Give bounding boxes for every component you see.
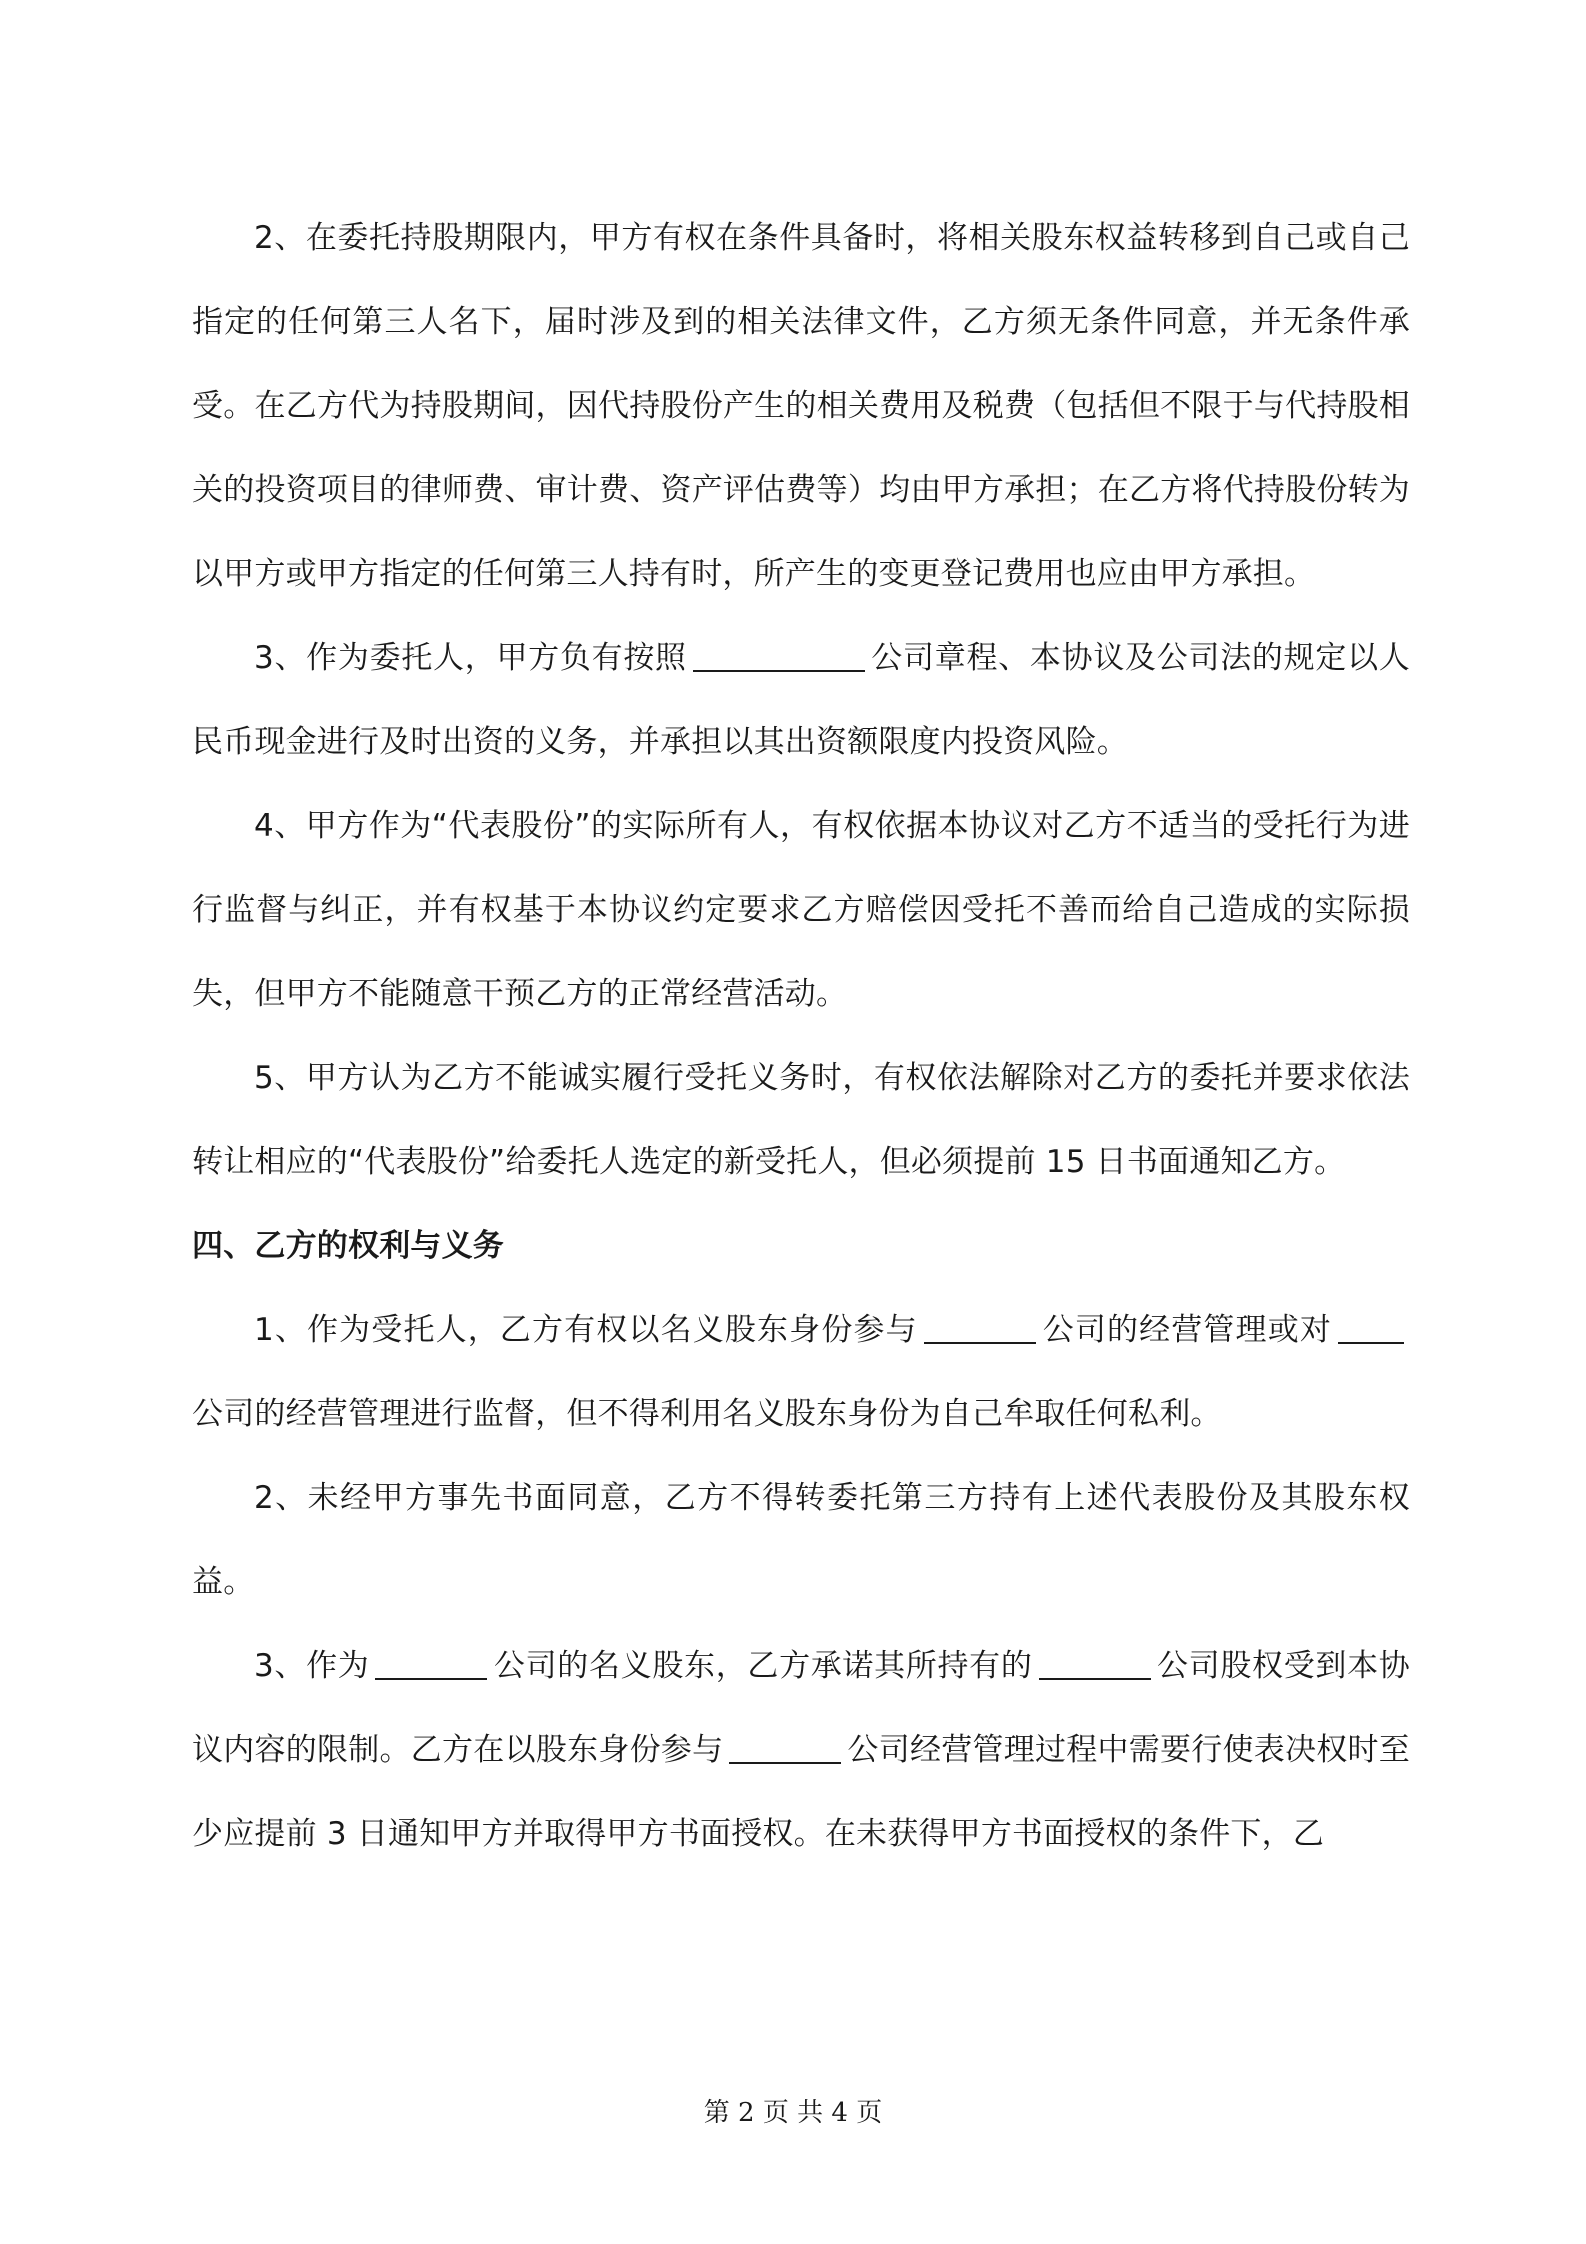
document-body [192,196,1410,1876]
paragraph-clause-3-4 [192,784,1410,1036]
paragraph-clause-4-1 [192,1288,1410,1456]
paragraph-text: 5、甲方认为乙方不能诚实履行受托义务时，有权依法解除对乙方的委托并要求依法转让相应的“代表股份”给委托人选定的新受托人，但必须提前 15 日书面通知乙方。 [192,1060,1410,1180]
blank-line [1039,1648,1151,1680]
paragraph-text: 2、在委托持股期限内，甲方有权在条件具备时，将相关股东权益转移到自己或自己指定的任何第三人名下，届时涉及到的相关法律文件，乙方须无条件同意，并无条件承受。在乙方代为持股期间，因代持股份产生的相关费用及税费（包括但不限于与代持股相关的投资项目的律师费、审计费、资产评估费等）均由甲方承担；在乙方将代持股份转为以甲方或甲方指定的任何第三人持有时，所产生的变更登记费用也应由甲方承担。 [192,220,1410,592]
paragraph-text: 公司的名义股东，乙方承诺其所持有的 [493,1648,1033,1684]
paragraph-text: 公司的经营管理或对 [1041,1312,1332,1348]
paragraph-clause-3-3 [192,616,1410,784]
section-heading-text: 四、乙方的权利与义务 [192,1228,504,1264]
blank-line [375,1648,487,1680]
paragraph-text: 公司的经营管理进行监督，但不得利用名义股东身份为自己牟取任何私利。 [192,1396,1222,1432]
paragraph-text: 3、作为委托人，甲方负有按照 [254,640,687,676]
paragraph-text: 公司股权受到本协议内容的限制。乙方在以股东身份参与 [192,1648,1410,1768]
paragraph-clause-3-2 [192,196,1410,616]
paragraph-text: 公司章程、本协议及公司法的规定以人民币现金进行及时出资的义务，并承担以其出资额限度内投资风险。 [192,640,1410,760]
blank-line [729,1732,841,1764]
paragraph-text: 4、甲方作为“代表股份”的实际所有人，有权依据本协议对乙方不适当的受托行为进行监督与纠正，并有权基于本协议约定要求乙方赔偿因受托不善而给自己造成的实际损失，但甲方不能随意干预乙方的正常经营活动。 [192,808,1410,1012]
blank-line [924,1312,1036,1344]
paragraph-text: 3、作为 [254,1648,370,1684]
page-number-footer: 第 2 页 共 4 页 [703,2098,883,2128]
paragraph-clause-3-5 [192,1036,1410,1204]
paragraph-text: 1、作为受托人，乙方有权以名义股东身份参与 [254,1312,918,1348]
paragraph-clause-4-2 [192,1456,1410,1624]
blank-line [693,640,865,672]
blank-line [1338,1312,1404,1344]
paragraph-text: 2、未经甲方事先书面同意，乙方不得转委托第三方持有上述代表股份及其股东权益。 [192,1480,1410,1600]
section-heading [192,1204,1410,1288]
paragraph-text: 公司经营管理过程中需要行使表决权时至少应提前 3 日通知甲方并取得甲方书面授权。在未获得甲方书面授权的条件下，乙 [192,1732,1410,1852]
paragraph-clause-4-3 [192,1624,1410,1876]
